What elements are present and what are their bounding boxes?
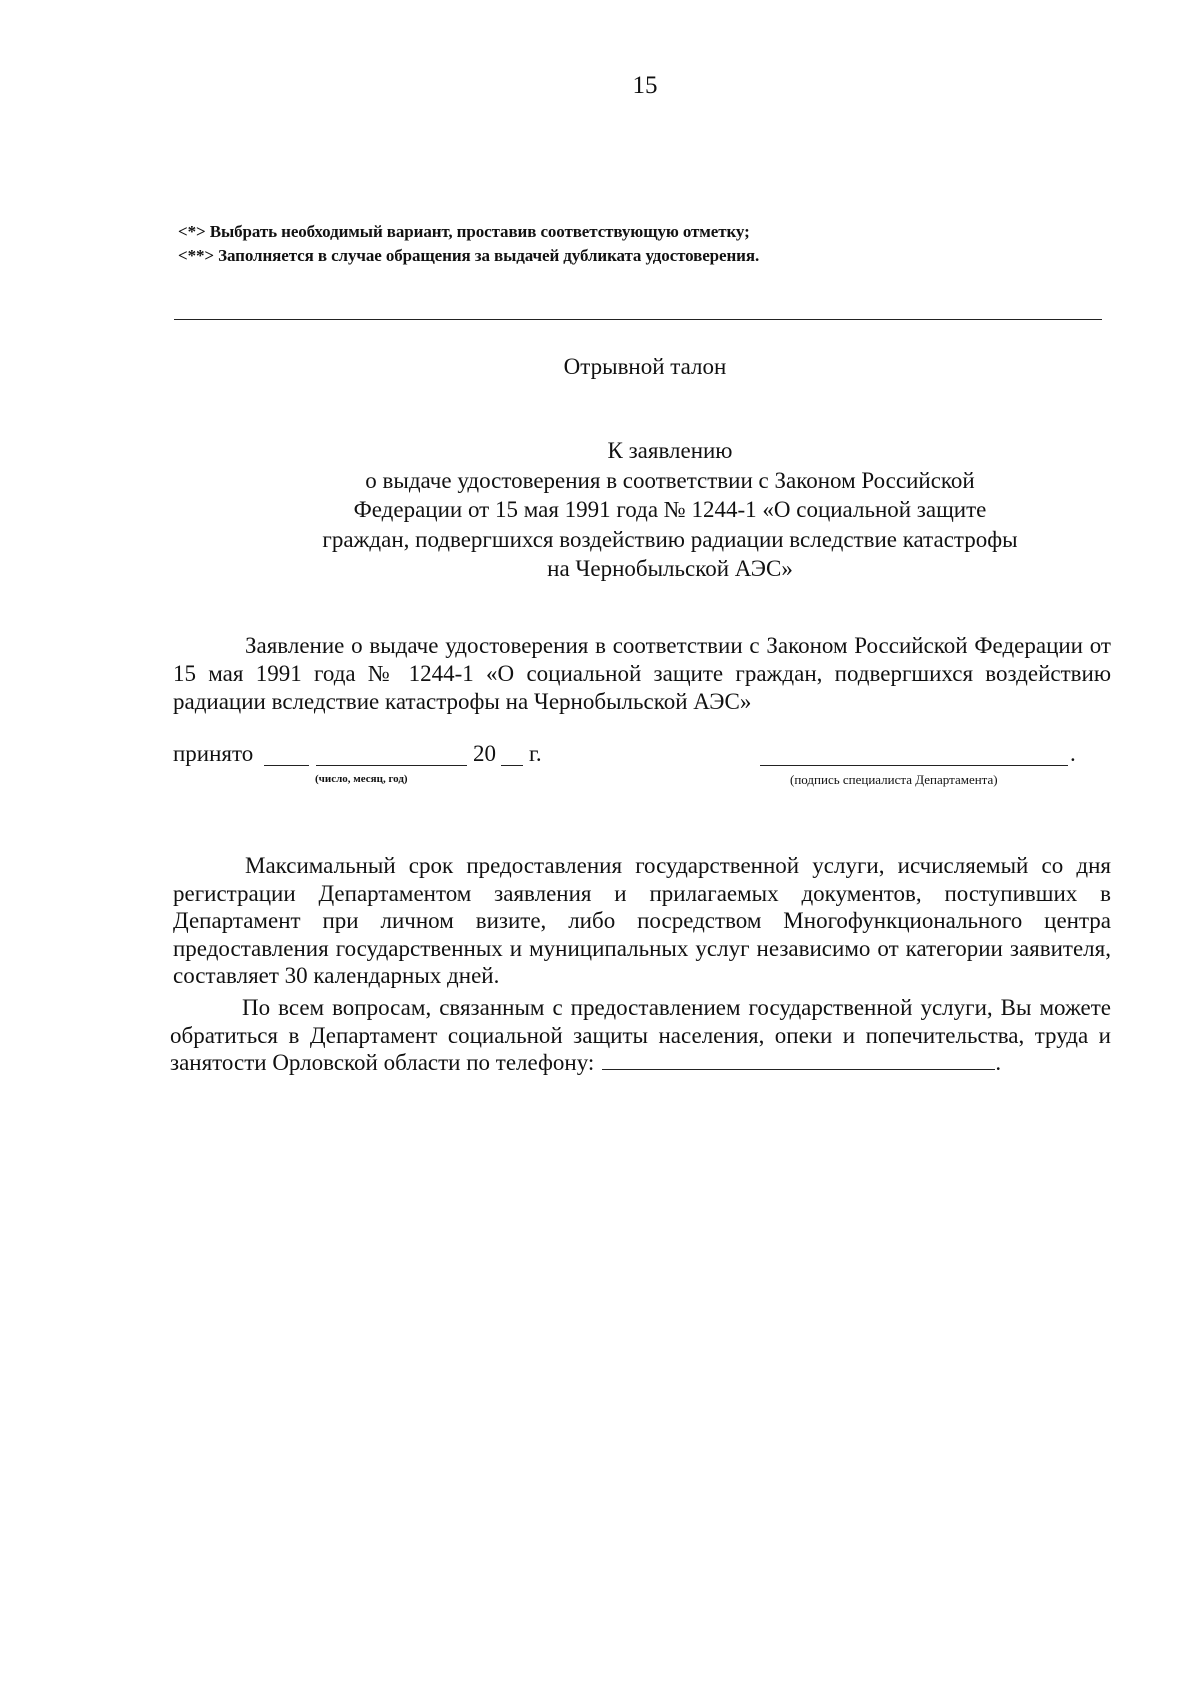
year-blank[interactable] — [501, 765, 523, 766]
signature-end-dot: . — [1070, 741, 1076, 766]
heading-line: Федерации от 15 мая 1991 года № 1244-1 «О социальной защите — [353, 497, 987, 522]
footnote-duplicate: <**> Заполняется в случае обращения за выдачей дубликата удостоверения. — [178, 246, 760, 265]
tear-off-title: Отрывной талон — [563, 354, 727, 379]
accepted-label: принято — [173, 741, 254, 766]
date-caption: (число, месяц, год) — [315, 773, 408, 785]
day-blank[interactable] — [264, 765, 309, 766]
footnote-select-option: <*> Выбрать необходимый вариант, проставив соответствующую отметку; — [178, 222, 750, 241]
heading-line: К заявлению — [607, 438, 733, 463]
phone-blank[interactable] — [602, 1051, 995, 1070]
contact-paragraph — [170, 994, 1111, 1077]
signature-blank[interactable] — [760, 765, 1068, 766]
page-number: 15 — [632, 72, 658, 99]
year-suffix: г. — [529, 741, 542, 766]
contact-text: По всем вопросам, связанным с предоставлением государственной услуги, Вы можете обратиться в Департамент социальной защиты населения, опеки и попечительства, труда и занятости Орловской области по телефону: — [170, 995, 1111, 1075]
year-prefix: 20 — [473, 741, 496, 766]
contact-end-dot: . — [995, 1050, 1002, 1075]
tear-off-line — [174, 319, 1102, 320]
month-blank[interactable] — [316, 765, 467, 766]
heading-line: на Чернобыльской АЭС» — [547, 556, 793, 581]
signature-caption: (подпись специалиста Департамента) — [790, 772, 998, 787]
statement-paragraph: Заявление о выдаче удостоверения в соответствии с Законом Российской Федерации от 15 мая 1991 года № 1244-1 «О социальной защите граждан, подвергшихся воздействию радиации вследствие катастрофы на Чернобыльской АЭС» — [173, 633, 1111, 714]
tear-off-heading — [280, 436, 1060, 584]
heading-line: о выдаче удостоверения в соответствии с Законом Российской — [365, 467, 975, 493]
accepted-row — [173, 741, 1123, 791]
service-term-paragraph: Максимальный срок предоставления государственной услуги, исчисляемый со дня регистрации Департаментом заявления и прилагаемых документов, поступивших в Департамент при личном визите, либо посредством Многофункционального центра предоставления государственных и муниципальных услуг независимо от категории заявителя, составляет 30 календарных дней. — [173, 853, 1111, 988]
heading-line: граждан, подвергшихся воздействию радиации вследствие катастрофы — [322, 526, 1018, 552]
